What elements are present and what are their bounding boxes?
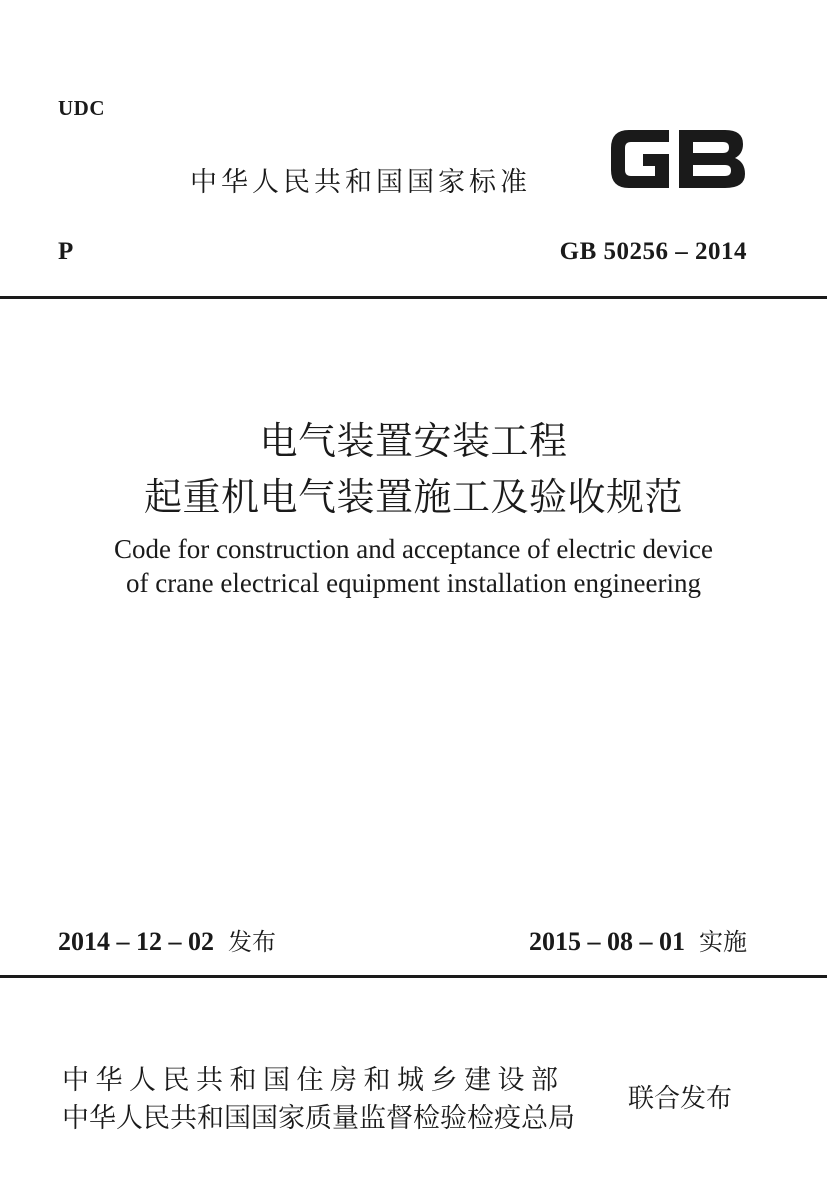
issue-date-block	[58, 922, 276, 957]
gb-logo	[607, 122, 749, 196]
bottom-divider	[0, 975, 827, 978]
title-zh-line2: 起重机电气装置施工及验收规范	[143, 475, 683, 519]
title-en-line2: of crane electrical equipment installation engineering	[125, 568, 701, 598]
top-divider	[0, 296, 827, 299]
publisher-line1: 中华人民共和国住房和城乡建设部	[62, 1065, 565, 1096]
gb-logo-b-shape	[679, 130, 745, 188]
category-code: P	[58, 238, 74, 265]
effective-date-block	[529, 922, 747, 957]
publisher-line2: 中华人民共和国国家质量监督检验检疫总局	[62, 1103, 575, 1134]
standard-type-label: 中华人民共和国国家标准	[190, 167, 531, 198]
issue-date: 2014 – 12 – 02	[58, 927, 214, 956]
title-en-line1: Code for construction and acceptance of electric device	[114, 534, 713, 564]
udc-label: UDC	[58, 96, 105, 120]
title-zh-line1: 电气装置安装工程	[259, 419, 568, 463]
issue-label: 发布	[228, 928, 276, 956]
joint-issue-label: 联合发布	[628, 1084, 733, 1114]
standard-number: GB 50256 – 2014	[559, 238, 747, 265]
gb-logo-g-shape	[611, 130, 669, 188]
effective-date: 2015 – 08 – 01	[529, 927, 685, 956]
effective-label: 实施	[699, 928, 747, 956]
